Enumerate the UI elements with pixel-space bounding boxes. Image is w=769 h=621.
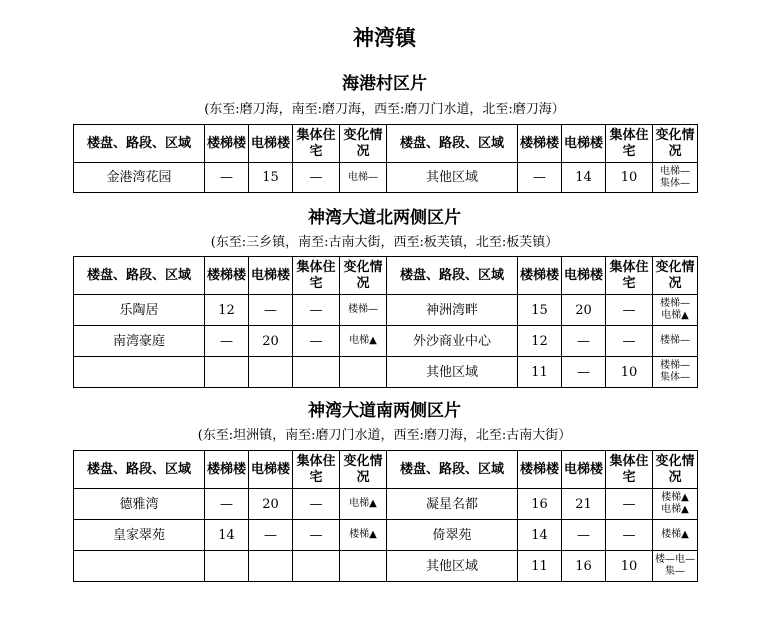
column-header: 电梯楼 [562,257,606,295]
price-table [73,124,698,193]
change-status-line: 电梯▲ [349,335,377,346]
development-name-cell [74,551,205,582]
elevator-building-cell: — [562,326,606,357]
column-header: 楼梯楼 [205,125,249,163]
change-status-line: 集体— [660,372,690,383]
elevator-building-cell: 14 [562,163,606,193]
stair-building-cell [205,551,249,582]
development-name-cell: 外沙商业中心 [387,326,518,357]
table-header-row [74,257,698,295]
change-status-cell [653,163,698,193]
collective-housing-cell: — [293,326,340,357]
change-status-line: 电梯▲ [661,504,689,515]
elevator-building-cell: — [249,520,293,551]
change-status-line: 楼梯— [660,335,690,346]
elevator-building-cell: 20 [562,295,606,326]
collective-housing-cell: — [293,520,340,551]
development-name-cell: 凝星名都 [387,489,518,520]
table-row [74,326,698,357]
change-status-line: 电梯▲ [661,310,689,321]
change-status-line: 楼梯▲ [349,529,377,540]
development-name-cell: 其他区域 [387,163,518,193]
column-header: 楼盘、路段、区域 [74,125,205,163]
change-status-line: 电梯▲ [349,498,377,509]
column-header: 集体住宅 [606,451,653,489]
table-row [74,520,698,551]
elevator-building-cell: 15 [249,163,293,193]
column-header: 集体住宅 [606,125,653,163]
elevator-building-cell [249,551,293,582]
table-header-row [74,125,698,163]
column-header: 集体住宅 [293,125,340,163]
change-status-cell [340,357,387,388]
collective-housing-cell: 10 [606,357,653,388]
change-status-line: 楼梯— [660,360,690,371]
column-header: 电梯楼 [562,125,606,163]
elevator-building-cell: 16 [562,551,606,582]
change-status-cell [653,326,698,357]
table-row [74,489,698,520]
change-status-cell [340,326,387,357]
change-status-line: 楼梯▲ [661,529,689,540]
column-header: 楼梯楼 [205,257,249,295]
development-name-cell: 倚翠苑 [387,520,518,551]
column-header: 变化情况 [653,125,698,163]
change-status-line: 集— [665,566,685,577]
section-title: 海港村区片 [342,74,427,94]
table-row [74,163,698,193]
change-status-line: 电梯— [348,171,378,183]
collective-housing-cell: 10 [606,551,653,582]
table-row [74,551,698,582]
stair-building-cell: 12 [518,326,562,357]
elevator-building-cell: — [562,357,606,388]
change-status-line: 电梯— [660,165,690,177]
change-status-line: 楼—电— [655,554,695,565]
development-name-cell: 南湾豪庭 [74,326,205,357]
collective-housing-cell: — [606,520,653,551]
section-bounds: (东至:坦洲镇，南至:磨刀门水道，西至:磨刀海，北至:古南大街） [197,428,572,443]
column-header: 楼盘、路段、区域 [387,257,518,295]
page-title: 神湾镇 [353,26,416,50]
column-header: 变化情况 [653,451,698,489]
change-status-line: 楼梯— [348,304,378,315]
column-header: 电梯楼 [249,125,293,163]
development-name-cell: 其他区域 [387,551,518,582]
stair-building-cell: — [205,326,249,357]
column-header: 集体住宅 [293,451,340,489]
elevator-building-cell: — [562,520,606,551]
table-row [74,357,698,388]
column-header: 变化情况 [340,257,387,295]
column-header: 楼梯楼 [518,257,562,295]
table-row [74,295,698,326]
collective-housing-cell [293,551,340,582]
column-header: 变化情况 [340,125,387,163]
stair-building-cell: — [205,163,249,193]
column-header: 楼盘、路段、区域 [74,257,205,295]
collective-housing-cell: 10 [606,163,653,193]
stair-building-cell: 12 [205,295,249,326]
collective-housing-cell: — [606,489,653,520]
development-name-cell [74,357,205,388]
elevator-building-cell [249,357,293,388]
collective-housing-cell: — [293,295,340,326]
column-header: 集体住宅 [293,257,340,295]
elevator-building-cell: 20 [249,326,293,357]
price-table [73,256,698,388]
section-bounds: (东至:磨刀海，南至:磨刀海，西至:磨刀门水道，北至:磨刀海） [204,102,565,117]
change-status-cell [653,520,698,551]
change-status-cell [340,295,387,326]
change-status-line: 楼梯— [660,298,690,309]
column-header: 集体住宅 [606,257,653,295]
change-status-cell [653,551,698,582]
change-status-line: 楼梯▲ [661,492,689,503]
collective-housing-cell: — [606,326,653,357]
column-header: 电梯楼 [562,451,606,489]
column-header: 楼梯楼 [518,125,562,163]
change-status-line: 集体— [660,177,690,189]
price-table [73,450,698,582]
table-header-row [74,451,698,489]
development-name-cell: 神洲湾畔 [387,295,518,326]
stair-building-cell: 11 [518,551,562,582]
stair-building-cell: 14 [205,520,249,551]
column-header: 楼盘、路段、区域 [387,125,518,163]
collective-housing-cell: — [293,163,340,193]
collective-housing-cell [293,357,340,388]
collective-housing-cell: — [606,295,653,326]
change-status-cell [340,489,387,520]
elevator-building-cell: 21 [562,489,606,520]
development-name-cell: 其他区域 [387,357,518,388]
change-status-cell [653,295,698,326]
stair-building-cell [205,357,249,388]
stair-building-cell: 15 [518,295,562,326]
development-name-cell: 德雅湾 [74,489,205,520]
section-title: 神湾大道北两侧区片 [308,208,461,228]
change-status-cell [653,357,698,388]
change-status-cell [653,489,698,520]
development-name-cell: 皇家翠苑 [74,520,205,551]
stair-building-cell: 16 [518,489,562,520]
elevator-building-cell: — [249,295,293,326]
stair-building-cell: 14 [518,520,562,551]
collective-housing-cell: — [293,489,340,520]
column-header: 变化情况 [340,451,387,489]
section-bounds: (东至:三乡镇，南至:古南大街，西至:板芙镇，北至:板芙镇） [210,235,559,250]
section-title: 神湾大道南两侧区片 [308,401,461,421]
column-header: 楼梯楼 [205,451,249,489]
elevator-building-cell: 20 [249,489,293,520]
column-header: 变化情况 [653,257,698,295]
change-status-cell [340,551,387,582]
column-header: 楼盘、路段、区域 [74,451,205,489]
development-name-cell: 乐陶居 [74,295,205,326]
column-header: 电梯楼 [249,451,293,489]
stair-building-cell: 11 [518,357,562,388]
change-status-cell [340,163,387,193]
column-header: 楼梯楼 [518,451,562,489]
stair-building-cell: — [518,163,562,193]
change-status-cell [340,520,387,551]
development-name-cell: 金港湾花园 [74,163,205,193]
column-header: 楼盘、路段、区域 [387,451,518,489]
column-header: 电梯楼 [249,257,293,295]
stair-building-cell: — [205,489,249,520]
